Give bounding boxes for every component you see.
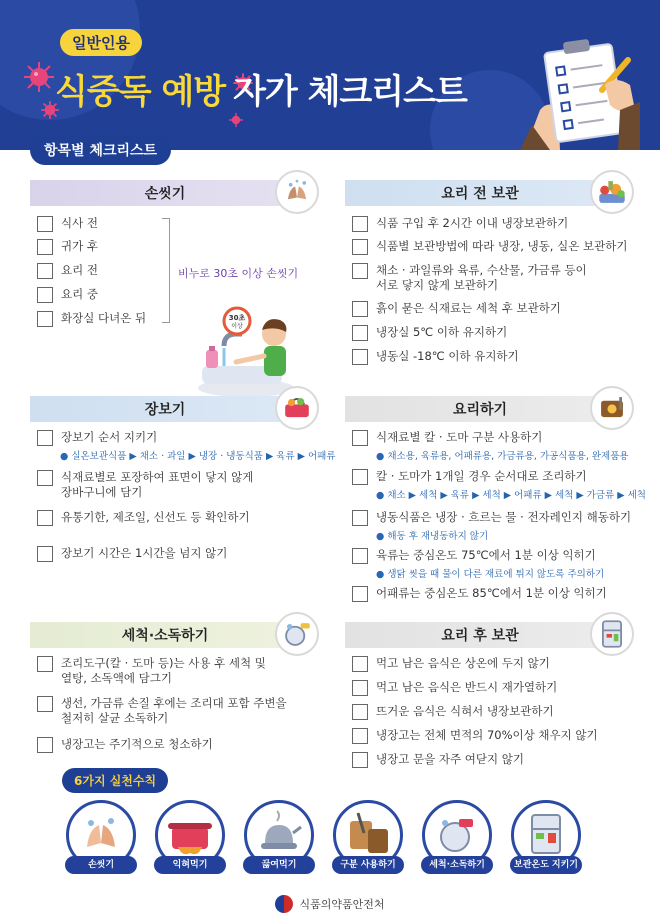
practice-label: 끓여먹기 bbox=[243, 856, 315, 874]
item-label: 냉장고는 주기적으로 청소하기 bbox=[61, 737, 213, 751]
checkbox[interactable] bbox=[37, 656, 53, 672]
checkbox[interactable] bbox=[352, 325, 368, 341]
checklist-item[interactable] bbox=[352, 349, 519, 365]
item-label: 뜨거운 음식은 식혀서 냉장보관하기 bbox=[376, 704, 554, 718]
checkbox[interactable] bbox=[352, 586, 368, 602]
checkbox[interactable] bbox=[352, 349, 368, 365]
checkbox[interactable] bbox=[352, 263, 368, 279]
checkbox[interactable] bbox=[352, 752, 368, 768]
title-rest: 자가 체크리스트 bbox=[233, 72, 467, 112]
practice-label: 손씻기 bbox=[65, 856, 137, 874]
checkbox[interactable] bbox=[352, 430, 368, 446]
groceries-icon bbox=[590, 170, 634, 214]
virus-icon bbox=[228, 112, 244, 128]
category-storage-after: 요리 후 보관 bbox=[345, 622, 615, 648]
clock-icon bbox=[222, 306, 252, 336]
checkbox[interactable] bbox=[37, 216, 53, 232]
item-hint: ● 생닭 씻을 때 물이 다른 재료에 튀지 않도록 주의하기 bbox=[376, 569, 605, 580]
item-label: 장보기 시간은 1시간을 넘지 않기 bbox=[61, 546, 228, 560]
checklist-item[interactable] bbox=[37, 656, 266, 686]
section-tag: 항목별 체크리스트 bbox=[30, 135, 171, 165]
item-label: 식재료별 칼 · 도마 구분 사용하기 bbox=[376, 430, 543, 444]
checkbox[interactable] bbox=[37, 287, 53, 303]
item-hint: ● 실온보관식품 ▶ 채소 · 과일 ▶ 냉장 · 냉동식품 ▶ 육류 ▶ 어패류 bbox=[60, 451, 336, 462]
checkbox[interactable] bbox=[37, 546, 53, 562]
item-label: 냉장고는 전체 면적의 70%이상 채우지 않기 bbox=[376, 728, 598, 742]
hint-text: 생닭 씻을 때 물이 다른 재료에 튀지 않도록 주의하기 bbox=[387, 569, 605, 580]
checklist-item[interactable] bbox=[352, 586, 607, 602]
hint-text: 해동 후 재냉동하지 않기 bbox=[387, 531, 489, 542]
item-label: 식재료별로 포장하여 표면이 닿지 않게 장바구니에 담기 bbox=[61, 470, 254, 499]
checkbox[interactable] bbox=[37, 470, 53, 486]
item-label: 냉장고 문을 자주 여닫지 않기 bbox=[376, 752, 524, 766]
checkbox[interactable] bbox=[37, 430, 53, 446]
item-hint: ● 해동 후 재냉동하지 않기 bbox=[376, 531, 489, 542]
item-label: 먹고 남은 음식은 상온에 두지 않기 bbox=[376, 656, 550, 670]
handwash-icon bbox=[275, 170, 319, 214]
item-label: 유통기한, 제조일, 신선도 등 확인하기 bbox=[61, 510, 250, 524]
item-label: 귀가 후 bbox=[61, 239, 98, 253]
handwash-note: 비누로 30초 이상 손씻기 bbox=[178, 267, 299, 280]
hint-text: 채소 ▶ 세척 ▶ 육류 ▶ 세척 ▶ 어패류 ▶ 세척 ▶ 가금류 ▶ 세척 bbox=[387, 490, 646, 501]
item-label: 냉동실 -18℃ 이하 유지하기 bbox=[376, 349, 519, 363]
page-title bbox=[55, 64, 467, 113]
checklist-item[interactable] bbox=[352, 239, 627, 255]
checklist-item[interactable] bbox=[352, 216, 568, 232]
checklist-item[interactable] bbox=[37, 470, 253, 500]
checklist-item[interactable] bbox=[37, 239, 98, 255]
category-storage-before: 요리 전 보관 bbox=[345, 180, 615, 206]
item-hint: ● 채소용, 육류용, 어패류용, 가금류용, 가공식품용, 완제품용 bbox=[376, 451, 629, 462]
practice-label: 익혀먹기 bbox=[154, 856, 226, 874]
practice-label: 세척·소독하기 bbox=[421, 856, 493, 874]
checkbox[interactable] bbox=[352, 510, 368, 526]
checkbox[interactable] bbox=[352, 656, 368, 672]
header-banner bbox=[0, 0, 660, 150]
item-label: 요리 전 bbox=[61, 263, 98, 277]
practice-tag: 6가지 실천수칙 bbox=[62, 768, 168, 793]
item-label: 식품별 보관방법에 따라 냉장, 냉동, 실온 보관하기 bbox=[376, 239, 628, 253]
shopping-basket-icon bbox=[275, 386, 319, 430]
checkbox[interactable] bbox=[37, 263, 53, 279]
item-label: 식사 전 bbox=[61, 216, 98, 230]
refrigerator-icon bbox=[590, 612, 634, 656]
checklist-item[interactable] bbox=[352, 469, 587, 485]
hint-text: 실온보관식품 ▶ 채소 · 과일 ▶ 냉장 · 냉동식품 ▶ 육류 ▶ 어패류 bbox=[71, 451, 336, 462]
checklist-item[interactable] bbox=[352, 680, 557, 696]
dishwashing-icon bbox=[275, 612, 319, 656]
svg-text:30초: 30초 bbox=[228, 314, 246, 322]
checklist-item[interactable] bbox=[37, 430, 157, 446]
hint-text: 채소용, 육류용, 어패류용, 가금류용, 가공식품용, 완제품용 bbox=[387, 451, 629, 462]
item-label: 육류는 중심온도 75℃에서 1분 이상 익히기 bbox=[376, 548, 596, 562]
checkbox[interactable] bbox=[37, 510, 53, 526]
item-hint: ● 채소 ▶ 세척 ▶ 육류 ▶ 세척 ▶ 어패류 ▶ 세척 ▶ 가금류 ▶ 세척 bbox=[376, 490, 646, 501]
item-label: 조리도구(칼 · 도마 등)는 사용 후 세척 및 열탕, 소독액에 담그기 bbox=[61, 656, 266, 685]
checkbox[interactable] bbox=[352, 680, 368, 696]
checkbox[interactable] bbox=[352, 301, 368, 317]
item-label: 식품 구입 후 2시간 이내 냉장보관하기 bbox=[376, 216, 569, 230]
checkbox[interactable] bbox=[352, 728, 368, 744]
checkbox[interactable] bbox=[37, 737, 53, 753]
checklist-item[interactable] bbox=[37, 510, 250, 526]
checklist-item[interactable] bbox=[37, 287, 98, 303]
item-label: 냉동식품은 냉장 · 흐르는 물 · 전자레인지 해동하기 bbox=[376, 510, 632, 524]
checklist-item[interactable] bbox=[352, 704, 554, 720]
checklist-item[interactable] bbox=[352, 752, 524, 768]
item-label: 생선, 가금류 손질 후에는 조리대 포함 주변을 철저히 살균 소독하기 bbox=[61, 696, 287, 725]
checklist-item[interactable] bbox=[37, 311, 146, 327]
checkbox[interactable] bbox=[37, 311, 53, 327]
category-handwash: 손씻기 bbox=[30, 180, 300, 206]
item-label: 먹고 남은 음식은 반드시 재가열하기 bbox=[376, 680, 558, 694]
practice-label: 보관온도 지키기 bbox=[510, 856, 582, 874]
checklist-item[interactable] bbox=[37, 737, 213, 753]
checklist-item[interactable] bbox=[352, 325, 507, 341]
checkbox[interactable] bbox=[37, 696, 53, 712]
checkbox[interactable] bbox=[352, 469, 368, 485]
category-cooking: 요리하기 bbox=[345, 396, 615, 422]
item-label: 냉장실 5℃ 이하 유지하기 bbox=[376, 325, 508, 339]
audience-badge: 일반인용 bbox=[60, 29, 142, 56]
checkbox[interactable] bbox=[352, 548, 368, 564]
item-label: 칼 · 도마가 1개일 경우 순서대로 조리하기 bbox=[376, 469, 587, 483]
checklist-item[interactable] bbox=[37, 263, 98, 279]
checkbox[interactable] bbox=[37, 239, 53, 255]
category-sanitize: 세척·소독하기 bbox=[30, 622, 300, 648]
item-label: 요리 중 bbox=[61, 287, 98, 301]
item-label: 채소 · 과일류와 육류, 수산물, 가금류 등이 서로 닿지 않게 보관하기 bbox=[376, 263, 587, 292]
footer bbox=[0, 883, 660, 924]
agency-name: 식품의약품안전처 bbox=[299, 897, 385, 911]
checklist-item[interactable] bbox=[37, 546, 227, 562]
checkbox[interactable] bbox=[352, 216, 368, 232]
checklist-item[interactable] bbox=[352, 548, 596, 564]
bracket-divider bbox=[162, 218, 170, 323]
checklist-item[interactable] bbox=[352, 301, 561, 317]
checklist-item[interactable] bbox=[352, 728, 598, 744]
virus-icon bbox=[22, 60, 56, 94]
cooking-icon bbox=[590, 386, 634, 430]
checklist-item[interactable] bbox=[352, 656, 550, 672]
item-label: 화장실 다녀온 뒤 bbox=[61, 311, 147, 325]
checklist-item[interactable] bbox=[352, 430, 542, 446]
checkbox[interactable] bbox=[352, 704, 368, 720]
title-highlight: 식중독 예방 bbox=[55, 72, 226, 112]
category-shopping: 장보기 bbox=[30, 396, 300, 422]
svg-text:이상: 이상 bbox=[231, 323, 243, 330]
checkbox[interactable] bbox=[352, 239, 368, 255]
practice-label: 구분 사용하기 bbox=[332, 856, 404, 874]
checklist-item[interactable] bbox=[37, 216, 98, 232]
checklist-item[interactable] bbox=[352, 263, 587, 293]
checklist-item[interactable] bbox=[352, 510, 631, 526]
item-label: 장보기 순서 지키기 bbox=[61, 430, 158, 444]
clipboard-icon bbox=[520, 30, 640, 150]
agency-logo-icon bbox=[275, 895, 293, 913]
item-label: 흙이 묻은 식재료는 세척 후 보관하기 bbox=[376, 301, 561, 315]
checklist-item[interactable] bbox=[37, 696, 287, 726]
item-label: 어패류는 중심온도 85℃에서 1분 이상 익히기 bbox=[376, 586, 607, 600]
